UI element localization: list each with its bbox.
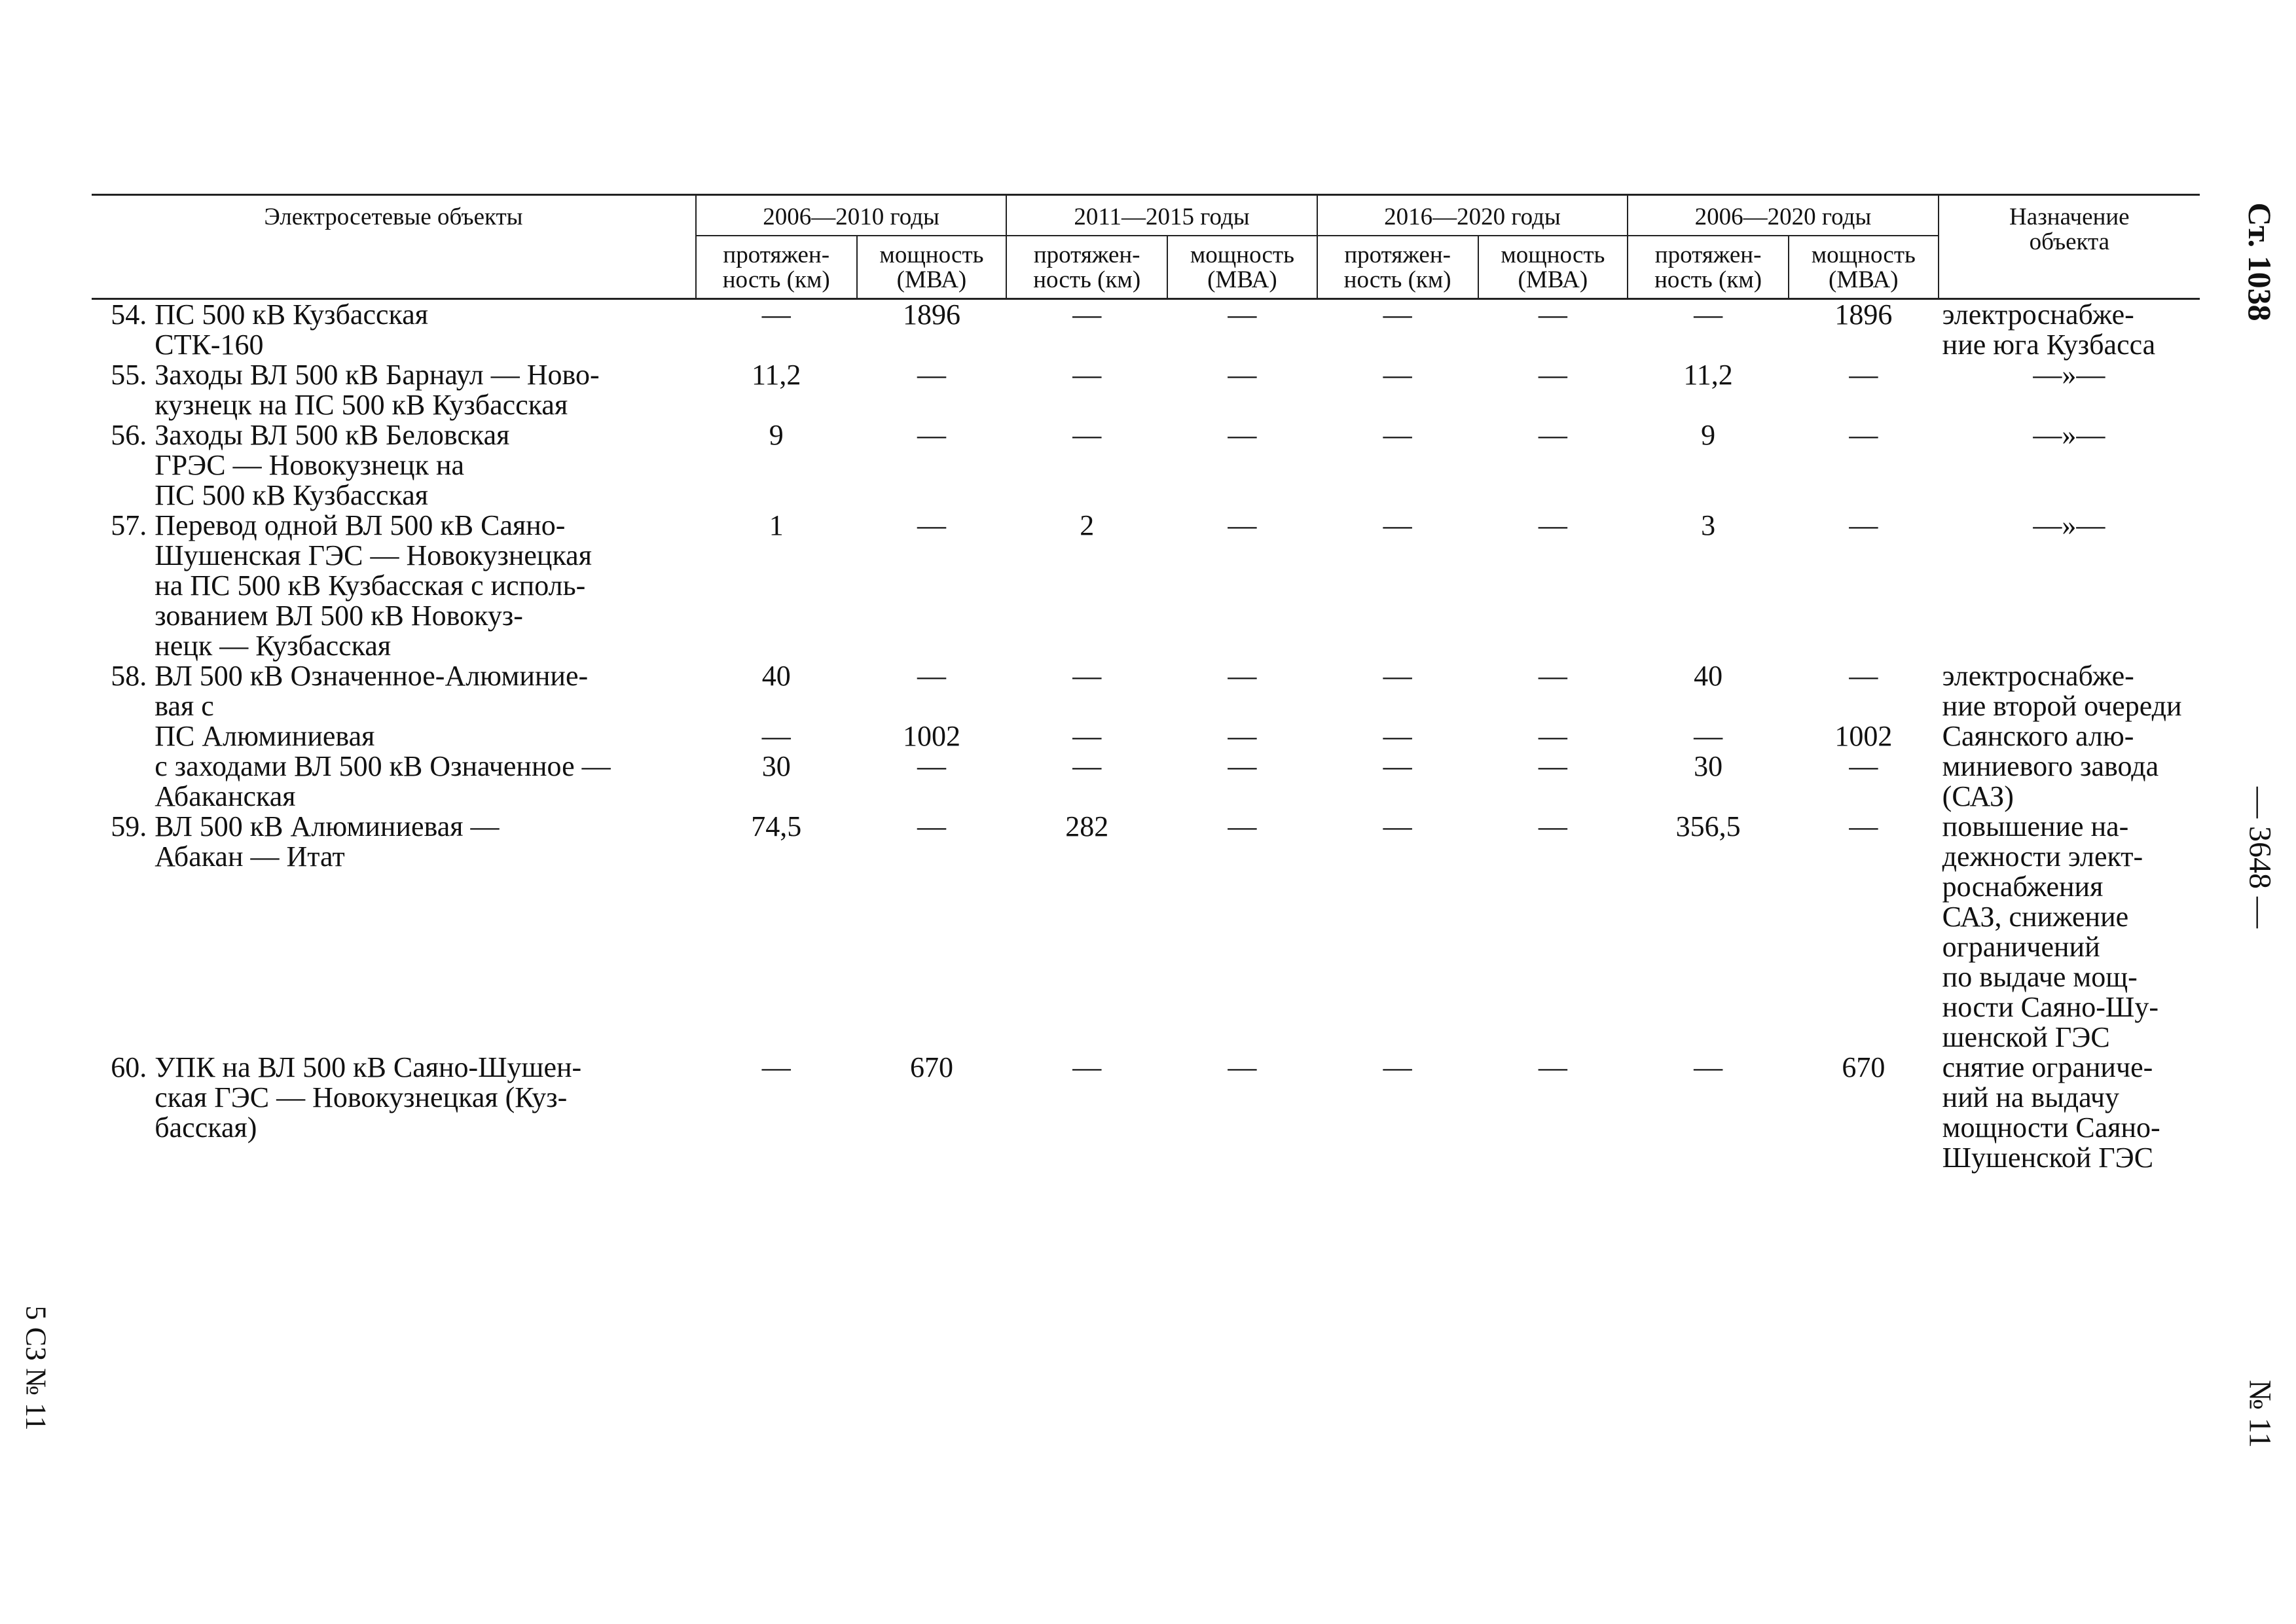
object-name <box>151 751 696 812</box>
row-number: 58. <box>111 660 147 692</box>
header-length-line: ность (км) <box>1654 266 1762 293</box>
document-number <box>2237 772 2283 943</box>
object-purpose-line: снятие ограниче- <box>1942 1051 2153 1083</box>
object-name-line: ПС Алюминиевая <box>155 720 375 752</box>
length-km-cell: — <box>1694 298 1723 331</box>
length-km-cell: 11,2 <box>752 359 801 391</box>
header-period-2016-2020: 2016—2020 годы <box>1317 195 1628 236</box>
power-mva-cell: — <box>917 509 946 541</box>
object-purpose <box>1939 812 2200 1053</box>
row-number: 59. <box>111 810 147 842</box>
power-mva-cell: — <box>917 660 946 692</box>
length-km-cell: — <box>1383 298 1412 331</box>
length-km-cell: 74,5 <box>751 810 802 842</box>
object-name-line: басская) <box>155 1111 257 1144</box>
length-km-cell: — <box>1072 359 1102 391</box>
length-km-cell: — <box>1072 720 1102 752</box>
page-reference-text: Ст. 1038 <box>2242 202 2278 321</box>
object-name-line: зованием ВЛ 500 кВ Новокуз- <box>155 600 523 632</box>
power-mva-cell: — <box>1849 509 1878 541</box>
length-km-cell: — <box>1383 810 1412 842</box>
table-row <box>92 299 2200 361</box>
header-power-line: (МВА) <box>1518 266 1588 293</box>
length-km-cell: 9 <box>1701 419 1716 451</box>
power-mva-cell: — <box>1228 1051 1257 1083</box>
object-name <box>151 661 696 721</box>
length-km-cell: 1 <box>769 509 784 541</box>
header-purpose-line: Назначение <box>2009 204 2130 230</box>
header-power <box>1478 236 1628 299</box>
power-mva-cell: — <box>1538 419 1567 451</box>
object-name <box>151 299 696 361</box>
length-km-cell: 282 <box>1065 810 1109 842</box>
power-mva-cell: 670 <box>1842 1051 1886 1083</box>
power-mva-cell: 1002 <box>902 720 960 752</box>
power-mva-cell: — <box>1538 720 1567 752</box>
power-mva-cell: — <box>1228 720 1257 752</box>
object-purpose-line: по выдаче мощ- <box>1942 961 2138 993</box>
length-km-cell: — <box>1072 419 1102 451</box>
length-km-cell: 2 <box>1080 509 1095 541</box>
object-purpose-line: роснабжения <box>1942 871 2104 903</box>
object-purpose-line: (САЗ) <box>1942 780 2014 812</box>
object-purpose-line: дежности элект- <box>1942 840 2143 873</box>
table-row <box>92 360 2200 420</box>
object-name-line: нецк — Кузбасская <box>155 630 392 662</box>
object-purpose-line: повышение на- <box>1942 810 2129 842</box>
row-number: 55. <box>111 359 147 391</box>
header-power-line: мощность <box>1501 242 1605 268</box>
length-km-cell: 40 <box>761 660 791 692</box>
power-mva-cell: — <box>1228 660 1257 692</box>
object-purpose-line: ние второй очереди <box>1942 690 2182 722</box>
header-length-line: ность (км) <box>722 266 830 293</box>
object-purpose-line: электроснабже- <box>1942 298 2134 331</box>
length-km-cell: — <box>1383 720 1412 752</box>
table-row <box>92 812 2200 1053</box>
power-mva-cell: — <box>1849 359 1878 391</box>
header-objects: Электросетевые объекты <box>92 195 696 299</box>
power-mva-cell: — <box>1538 660 1567 692</box>
length-km-cell: — <box>1072 298 1102 331</box>
table-row <box>92 661 2200 721</box>
length-km-cell: 9 <box>769 419 784 451</box>
power-mva-cell: — <box>1228 509 1257 541</box>
object-purpose-line: —»— <box>2033 419 2105 451</box>
document-number-text: — 3648 — <box>2242 787 2278 928</box>
table-row <box>92 721 2200 751</box>
object-name <box>151 812 696 1053</box>
issue-number-left <box>13 1283 59 1453</box>
object-name-line: УПК на ВЛ 500 кВ Саяно-Шушен- <box>155 1051 582 1083</box>
header-length-line: протяжен- <box>1033 242 1140 268</box>
header-power-line: (МВА) <box>1829 266 1899 293</box>
object-purpose-line: Саянского алю- <box>1942 720 2134 752</box>
power-mva-cell: — <box>1228 359 1257 391</box>
power-mva-cell: — <box>1228 419 1257 451</box>
object-name <box>151 420 696 511</box>
table-row <box>92 511 2200 661</box>
header-power <box>1789 236 1939 299</box>
power-mva-cell: 1002 <box>1834 720 1893 752</box>
power-mva-cell: — <box>917 750 946 782</box>
power-mva-cell: — <box>1849 750 1878 782</box>
length-km-cell: — <box>761 298 791 331</box>
object-purpose <box>1939 299 2200 361</box>
object-purpose-line: ний на выдачу <box>1942 1081 2120 1113</box>
object-name-line: ВЛ 500 кВ Означенное-Алюминие- <box>155 660 589 692</box>
power-mva-cell: — <box>1538 359 1567 391</box>
header-length <box>1317 236 1478 299</box>
row-number: 57. <box>111 509 147 541</box>
object-purpose-line: САЗ, снижение <box>1942 901 2129 933</box>
object-name-line: СТК-160 <box>155 329 264 361</box>
object-purpose-line: мощности Саяно- <box>1942 1111 2160 1144</box>
header-purpose-line: объекта <box>2029 228 2110 255</box>
power-mva-cell: — <box>1538 509 1567 541</box>
power-mva-cell: — <box>1538 750 1567 782</box>
header-length <box>696 236 857 299</box>
header-power-line: (МВА) <box>896 266 967 293</box>
length-km-cell: — <box>1072 750 1102 782</box>
object-purpose-line: шенской ГЭС <box>1942 1021 2110 1053</box>
header-length-line: протяжен- <box>1344 242 1451 268</box>
object-name-line: вая с <box>155 690 214 722</box>
power-mva-cell: 670 <box>909 1051 953 1083</box>
power-mva-cell: — <box>1538 1051 1567 1083</box>
header-length <box>1628 236 1789 299</box>
power-mva-cell: — <box>1228 810 1257 842</box>
object-name <box>151 511 696 661</box>
power-mva-cell: — <box>917 419 946 451</box>
object-purpose <box>1939 1053 2200 1173</box>
length-km-cell: 30 <box>1694 750 1723 782</box>
power-mva-cell: — <box>917 359 946 391</box>
length-km-cell: — <box>761 720 791 752</box>
row-number: 56. <box>111 419 147 451</box>
object-purpose-line: ние юга Кузбасса <box>1942 329 2156 361</box>
power-mva-cell: 1896 <box>902 298 960 331</box>
power-mva-cell: 1896 <box>1834 298 1893 331</box>
issue-number-left-text: 5 СЗ № 11 <box>20 1305 52 1431</box>
object-name-line: Перевод одной ВЛ 500 кВ Саяно- <box>155 509 566 541</box>
header-length-line: протяжен- <box>723 242 830 268</box>
length-km-cell: — <box>1383 750 1412 782</box>
object-name-line: Абакан — Итат <box>155 840 345 873</box>
header-power <box>857 236 1007 299</box>
power-mva-cell: — <box>1228 298 1257 331</box>
length-km-cell: — <box>1072 1051 1102 1083</box>
object-purpose <box>1939 360 2200 420</box>
object-name-line: ская ГЭС — Новокузнецкая (Куз- <box>155 1081 568 1113</box>
power-mva-cell: — <box>1538 298 1567 331</box>
length-km-cell: — <box>1383 419 1412 451</box>
header-length-line: ность (км) <box>1343 266 1451 293</box>
object-name-line: ВЛ 500 кВ Алюминиевая — <box>155 810 500 842</box>
length-km-cell: — <box>1072 660 1102 692</box>
power-mva-cell: — <box>1538 810 1567 842</box>
object-purpose-line: —»— <box>2033 359 2105 391</box>
object-name-line: на ПС 500 кВ Кузбасская с исполь- <box>155 569 586 602</box>
header-length-line: ность (км) <box>1033 266 1141 293</box>
header-period-2011-2015: 2011—2015 годы <box>1006 195 1317 236</box>
length-km-cell: — <box>761 1051 791 1083</box>
issue-number-right-text: № 11 <box>2242 1379 2278 1449</box>
table-row <box>92 1053 2200 1173</box>
object-name-line: ГРЭС — Новокузнецк на <box>155 449 465 481</box>
length-km-cell: 40 <box>1694 660 1723 692</box>
length-km-cell: — <box>1383 359 1412 391</box>
object-purpose-line: —»— <box>2033 509 2105 541</box>
object-name-line: Заходы ВЛ 500 кВ Беловская <box>155 419 510 451</box>
object-name-line: Абаканская <box>155 780 296 812</box>
header-power <box>1167 236 1317 299</box>
length-km-cell: — <box>1694 720 1723 752</box>
object-purpose <box>1939 511 2200 661</box>
header-period-2006-2010: 2006—2010 годы <box>696 195 1006 236</box>
table-row <box>92 751 2200 812</box>
power-mva-cell: — <box>917 810 946 842</box>
length-km-cell: 11,2 <box>1683 359 1733 391</box>
object-name-line: ПС 500 кВ Кузбасская <box>155 479 428 511</box>
table-header-row-1 <box>92 195 2200 236</box>
length-km-cell: — <box>1383 509 1412 541</box>
object-name-line: Заходы ВЛ 500 кВ Барнаул — Ново- <box>155 359 600 391</box>
object-name-line: Шушенская ГЭС — Новокузнецкая <box>155 539 592 571</box>
header-power-line: мощность <box>1811 242 1916 268</box>
object-purpose <box>1939 661 2200 812</box>
object-name <box>151 721 696 751</box>
power-mva-cell: — <box>1849 419 1878 451</box>
object-purpose-line: ности Саяно-Шу- <box>1942 991 2159 1023</box>
table-body <box>92 299 2200 1174</box>
length-km-cell: — <box>1694 1051 1723 1083</box>
object-name-line: с заходами ВЛ 500 кВ Означенное — <box>155 750 611 782</box>
object-purpose-line: электроснабже- <box>1942 660 2134 692</box>
header-power-line: (МВА) <box>1207 266 1277 293</box>
length-km-cell: 356,5 <box>1675 810 1741 842</box>
header-length-line: протяжен- <box>1654 242 1762 268</box>
power-mva-cell: — <box>1849 660 1878 692</box>
object-name-line: кузнецк на ПС 500 кВ Кузбасская <box>155 389 568 421</box>
length-km-cell: — <box>1383 1051 1412 1083</box>
object-purpose-line: Шушенской ГЭС <box>1942 1142 2154 1174</box>
length-km-cell: 30 <box>761 750 791 782</box>
row-number: 60. <box>111 1051 147 1083</box>
power-mva-cell: — <box>1849 810 1878 842</box>
header-length <box>1006 236 1167 299</box>
row-number: 54. <box>111 298 147 331</box>
object-name <box>151 360 696 420</box>
header-power-line: мощность <box>879 242 984 268</box>
object-purpose-line: ограничений <box>1942 931 2100 963</box>
length-km-cell: — <box>1383 660 1412 692</box>
header-period-2006-2020: 2006—2020 годы <box>1628 195 1938 236</box>
object-name-line: ПС 500 кВ Кузбасская <box>155 298 428 331</box>
power-mva-cell: — <box>1228 750 1257 782</box>
length-km-cell: 3 <box>1701 509 1716 541</box>
header-power-line: мощность <box>1190 242 1294 268</box>
issue-number-right <box>2237 1342 2283 1486</box>
table-row <box>92 420 2200 511</box>
object-name <box>151 1053 696 1173</box>
page-reference <box>2237 164 2283 360</box>
object-purpose-line: миниевого завода <box>1942 750 2159 782</box>
power-grid-objects-table <box>92 194 2200 1173</box>
object-purpose <box>1939 420 2200 511</box>
header-purpose <box>1939 195 2200 299</box>
